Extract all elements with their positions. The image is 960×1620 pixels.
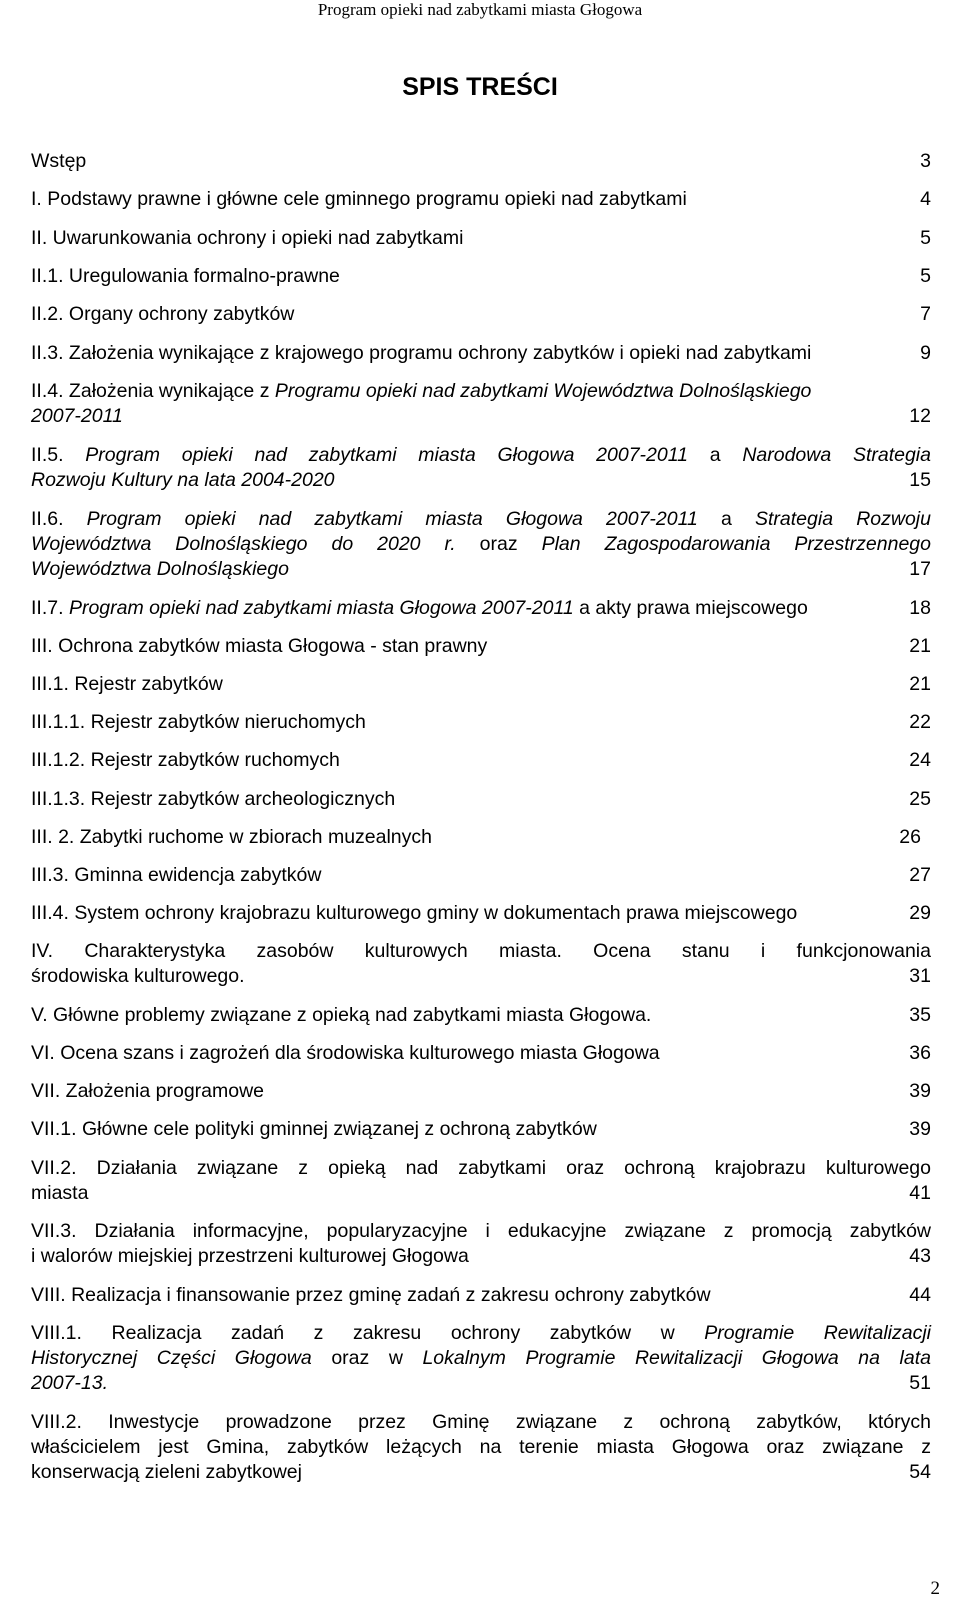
toc-entry-page: 27 (909, 864, 931, 886)
toc-entry-page: 3 (920, 150, 931, 172)
toc-entry-title: oraz w (311, 1347, 423, 1369)
toc-entry-title-italic: Programu opieki nad zabytkami Województwa Dolnośląskiego (274, 380, 812, 402)
toc-entry-title: konserwacją zieleni zabytkowej (31, 1461, 302, 1483)
toc-entry[interactable] (31, 748, 931, 773)
toc-entry-title-italic: Program opieki nad zabytkami miasta Głogowa 2007-2011 (86, 508, 698, 530)
toc-entry-title: VII.3. Działania informacyjne, popularyzacyjne i edukacyjne związane z promocją zabytków (31, 1220, 931, 1242)
toc-entry-title: II.2. Organy ochrony zabytków (31, 303, 295, 325)
toc-entry-page: 21 (909, 673, 931, 695)
toc-entry-title: miasta (31, 1182, 89, 1204)
toc-entry-title: VI. Ocena szans i zagrożeń dla środowiska kulturowego miasta Głogowa (31, 1042, 660, 1064)
toc-entry-page: 24 (909, 749, 931, 771)
toc-entry-page: 39 (909, 1080, 931, 1102)
toc-entry[interactable] (31, 1321, 931, 1396)
toc-entry-title: środowiska kulturowego. (31, 965, 245, 987)
toc-entry-title-italic: Województwa Dolnośląskiego (31, 558, 289, 580)
toc-entry-title-italic: 2007-2011 (31, 405, 123, 427)
toc-entry-page: 9 (920, 342, 931, 364)
toc-entry-page: 36 (909, 1042, 931, 1064)
toc-entry[interactable] (31, 149, 931, 174)
toc-entry-title: III. 2. Zabytki ruchome w zbiorach muzealnych (31, 826, 432, 848)
toc-entry-title-italic: Program opieki nad zabytkami miasta Głogowa 2007-2011 (85, 444, 688, 466)
toc-entry-title: VIII.1. Realizacja zadań z zakresu ochrony zabytków w (31, 1322, 705, 1344)
toc-entry-title-italic: Program opieki nad zabytkami miasta Głogowa 2007-2011 (68, 597, 574, 619)
toc-entry-title: II.7. (31, 597, 69, 619)
toc-entry-title: właścicielem jest Gmina, zabytków leżących na terenie miasta Głogowa oraz związane z (31, 1436, 931, 1458)
toc-entry-title: III.1.2. Rejestr zabytków ruchomych (31, 749, 340, 771)
running-header: Program opieki nad zabytkami miasta Głogowa (317, 0, 643, 19)
toc-entry[interactable] (31, 1283, 931, 1308)
toc-entry[interactable] (31, 825, 931, 850)
toc-entry-title: II.5. (31, 444, 86, 466)
toc-entry-title: VIII.2. Inwestycje prowadzone przez Gminę związane z ochroną zabytków, których (31, 1411, 931, 1433)
toc-entry-page: 41 (909, 1182, 931, 1204)
toc-entry-page: 51 (909, 1372, 931, 1394)
toc-entry-title-italic: Lokalnym Programie Rewitalizacji Głogowa na lata (422, 1347, 931, 1369)
toc-entry-title: III.3. Gminna ewidencja zabytków (31, 864, 322, 886)
toc-entry-title: IV. Charakterystyka zasobów kulturowych miasta. Ocena stanu i funkcjonowania (31, 940, 931, 962)
toc-entry-page: 21 (909, 635, 931, 657)
toc-entry-page: 5 (920, 265, 931, 287)
toc-entry-title-italic: Rozwoju Kultury na lata 2004-2020 (31, 469, 335, 491)
toc-entry[interactable] (31, 341, 931, 366)
toc-entry-page: 5 (920, 227, 931, 249)
toc-entry-title: III.1. Rejestr zabytków (31, 673, 223, 695)
toc-entry-title: III. Ochrona zabytków miasta Głogowa - stan prawny (31, 635, 488, 657)
toc-entry-page: 12 (909, 405, 931, 427)
toc-entry-title-italic: Plan Zagospodarowania Przestrzennego (541, 533, 931, 555)
toc-entry-page: 31 (909, 965, 931, 987)
toc-entry-title: VII. Założenia programowe (31, 1080, 265, 1102)
toc-entry[interactable] (31, 939, 931, 989)
toc-entry[interactable] (31, 787, 931, 812)
toc-entry-title: III.1.3. Rejestr zabytków archeologicznych (31, 788, 396, 810)
toc-entry[interactable] (31, 187, 931, 212)
toc-entry-title: III.1.1. Rejestr zabytków nieruchomych (31, 711, 366, 733)
toc-entry[interactable] (31, 1219, 931, 1269)
toc-entry-page: 29 (909, 902, 931, 924)
toc-entry-title: VIII. Realizacja i finansowanie przez gminę zadań z zakresu ochrony zabytków (31, 1284, 711, 1306)
toc-entry[interactable] (31, 302, 931, 327)
page-title: SPIS TREŚCI (402, 73, 558, 101)
toc-entry[interactable] (31, 634, 931, 659)
toc-entry-title-italic: Programie Rewitalizacji (704, 1322, 931, 1344)
toc-entry[interactable] (31, 507, 931, 582)
toc-entry-page: 15 (909, 469, 931, 491)
toc-entry[interactable] (31, 1041, 931, 1066)
toc-entry-page: 22 (909, 711, 931, 733)
toc-entry-page: 44 (909, 1284, 931, 1306)
toc-entry-title: VII.1. Główne cele polityki gminnej związanej z ochroną zabytków (31, 1118, 597, 1140)
toc-entry[interactable] (31, 596, 931, 621)
toc-entry-page: 26 (899, 826, 921, 848)
toc-entry[interactable] (31, 264, 931, 289)
toc-entry-title-italic: 2007-13. (31, 1372, 108, 1394)
toc-entry-page: 35 (909, 1004, 931, 1026)
toc-entry-title: II.3. Założenia wynikające z krajowego programu ochrony zabytków i opieki nad zabytkami (31, 342, 812, 364)
toc-entry-title: i walorów miejskiej przestrzeni kulturowej Głogowa (31, 1245, 469, 1267)
toc-entry[interactable] (31, 901, 931, 926)
toc-entry-title-italic: Historycznej Części Głogowa (31, 1347, 312, 1369)
toc-entry-title: a (697, 508, 755, 530)
toc-entry[interactable] (31, 1410, 931, 1485)
toc-entry-title: oraz (455, 533, 542, 555)
toc-entry-title: III.4. System ochrony krajobrazu kulturowego gminy w dokumentach prawa miejscowego (31, 902, 798, 924)
toc-entry-page: 17 (909, 558, 931, 580)
toc-entry[interactable] (31, 672, 931, 697)
toc-entry[interactable] (31, 226, 931, 251)
toc-entry-title-italic: Narodowa Strategia (742, 444, 931, 466)
toc-entry-page: 54 (909, 1461, 931, 1483)
toc-entry-title: a akty prawa miejscowego (573, 597, 808, 619)
toc-entry-title-italic: Strategia Rozwoju (755, 508, 931, 530)
toc-entry-page: 4 (920, 188, 931, 210)
toc-entry[interactable] (31, 863, 931, 888)
toc-entry-title: II.6. (31, 508, 87, 530)
toc-entry[interactable] (31, 710, 931, 735)
toc-entry-page: 7 (920, 303, 931, 325)
toc-entry[interactable] (31, 443, 931, 493)
toc-entry-title: I. Podstawy prawne i główne cele gminnego programu opieki nad zabytkami (31, 188, 687, 210)
toc-entry-page: 43 (909, 1245, 931, 1267)
toc-entry-title-italic: Województwa Dolnośląskiego do 2020 r. (31, 533, 456, 555)
toc-entry-page: 25 (909, 788, 931, 810)
toc-entry-page: 18 (909, 597, 931, 619)
toc-entry-title: II.1. Uregulowania formalno-prawne (31, 265, 340, 287)
toc-entry-title: II.4. Założenia wynikające z (31, 380, 275, 402)
toc-entry-title: II. Uwarunkowania ochrony i opieki nad zabytkami (31, 227, 464, 249)
toc-entry[interactable] (31, 1156, 931, 1206)
toc-entry[interactable] (31, 379, 931, 429)
toc-entry-title: V. Główne problemy związane z opieką nad zabytkami miasta Głogowa. (31, 1004, 652, 1026)
toc-entry-title: VII.2. Działania związane z opieką nad zabytkami oraz ochroną krajobrazu kulturowego (31, 1157, 931, 1179)
toc-entry[interactable] (31, 1117, 931, 1142)
toc-entry-page: 39 (909, 1118, 931, 1140)
page-number: 2 (930, 1578, 940, 1599)
toc-entry[interactable] (31, 1079, 931, 1104)
toc-entry-title: a (687, 444, 743, 466)
toc-entry[interactable] (31, 1003, 931, 1028)
toc-entry-title: Wstęp (31, 150, 87, 172)
